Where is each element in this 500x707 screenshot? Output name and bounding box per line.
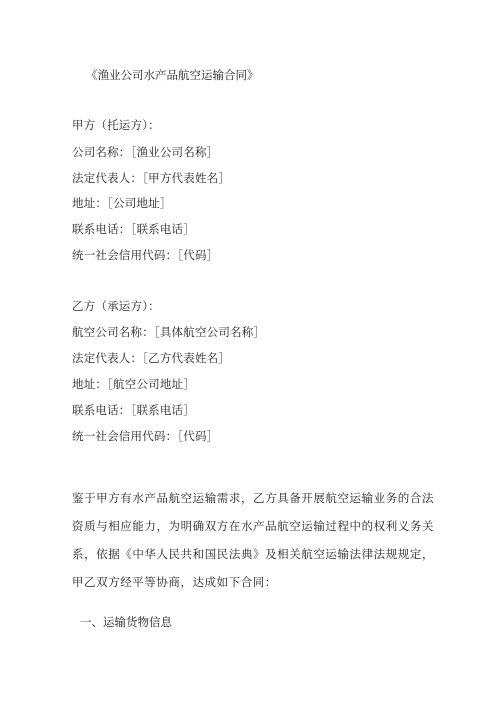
- party-b-address: 地址：［航空公司地址］: [72, 377, 195, 391]
- party-b-credit-code: 统一社会信用代码：［代码］: [72, 429, 219, 443]
- party-b-phone: 联系电话：［联系电话］: [72, 403, 195, 417]
- party-b-company-name: 航空公司名称：［具体航空公司名称］: [72, 325, 266, 339]
- party-a-legal-representative: 法定代表人：［甲方代表姓名］: [72, 171, 231, 185]
- party-a-heading: 甲方（托运方）：: [72, 118, 160, 132]
- party-a-phone: 联系电话：［联系电话］: [72, 222, 195, 236]
- party-b-heading: 乙方（承运方）：: [72, 299, 160, 313]
- party-a-address: 地址：［公司地址］: [72, 196, 172, 210]
- party-a-credit-code: 统一社会信用代码：［代码］: [72, 248, 219, 262]
- preamble-paragraph: 鉴于甲方有水产品航空运输需求，乙方具备开展航空运输业务的合法资质与相应能力，为明确双方在水产品航空运输过程中的权利义务关系，依据《中华人民共和国民法典》及相关航空运输法律法规规定，甲乙双方经平等协商，达成如下合同：: [72, 491, 434, 589]
- document-title: 《渔业公司水产品航空运输合同》: [86, 68, 259, 82]
- section-1-heading: 一、运输货物信息: [80, 615, 172, 629]
- party-b-legal-representative: 法定代表人：［乙方代表姓名］: [72, 351, 231, 365]
- party-a-company-name: 公司名称：［渔业公司名称］: [72, 145, 219, 159]
